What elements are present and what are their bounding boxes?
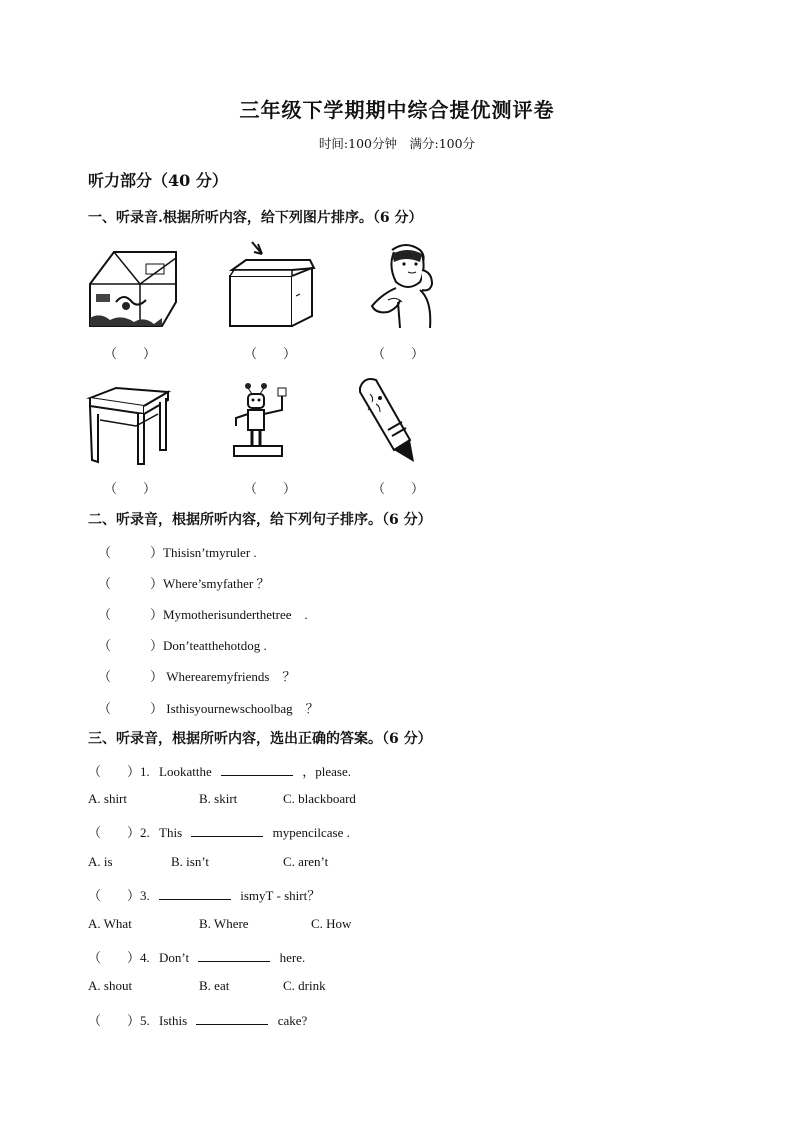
crayon-icon [354,374,420,468]
option[interactable]: C. drink [283,978,326,993]
option[interactable]: A. shout [88,978,133,993]
sentence-item [98,666,296,685]
sentence-text: Mymotherisunderthetree . [163,607,308,622]
option[interactable]: A. shirt [88,791,127,806]
sentence-text: Don’teatthehotdog . [163,638,267,653]
answer-blank[interactable] [159,888,231,900]
sentence-answer[interactable]: （ ） [98,669,164,684]
question-answer[interactable]: （ ） [88,764,141,779]
option[interactable]: B. Where [199,916,249,931]
question-2 [88,822,350,841]
sentence-answer[interactable]: （ ） [98,701,164,716]
question-number: 2. [140,825,150,840]
question-text-after: here. [279,950,306,965]
question-answer[interactable]: （ ） [88,888,141,903]
sentence-text: Isthisyournewschoolbag ？ [163,701,319,716]
question-1 [88,761,351,780]
question-text-after: cake? [277,1013,308,1028]
sentence-answer[interactable]: （ ） [98,576,164,591]
picture2-answer[interactable]: （ ） [244,346,297,361]
sentence-item [98,604,308,623]
page-title: 三年级下学期期中综合提优测评卷 [239,98,555,122]
exam-info: 时间:100分钟 满分:100分 [318,136,476,151]
section2-heading: 二、听录音，根据所听内容，给下列句子排序。（6 分） [88,512,432,528]
option[interactable]: B. eat [199,978,230,993]
answer-blank[interactable] [191,825,263,837]
question-answer[interactable]: （ ） [88,825,141,840]
picture5-answer[interactable]: （ ） [244,481,297,496]
question-3 [88,885,320,904]
man-eating-icon [364,242,448,332]
sentence-item [98,573,270,592]
option[interactable]: B. isn’t [171,854,210,869]
question-number: 1. [140,764,150,779]
sentence-answer[interactable]: （ ） [98,545,164,560]
question-number: 4. [140,950,150,965]
option[interactable]: A. What [88,916,132,931]
milk-carton-icon [86,244,182,334]
question-text-before: This [159,825,183,840]
question-text-before: Lookatthe [159,764,212,779]
question-text-before: Isthis [159,1013,188,1028]
question-4 [88,947,305,966]
desk-icon [86,384,172,472]
question-text-before: Don’t [159,950,190,965]
picture6-answer[interactable]: （ ） [372,481,425,496]
question-text-after: ismyT - shirt？ [240,888,321,903]
question-5 [88,1010,307,1029]
option[interactable]: A. is [88,854,113,869]
option[interactable]: C. aren’t [283,854,329,869]
option[interactable]: B. skirt [199,791,238,806]
listening-part-heading: 听力部分（40 分） [88,171,228,190]
box-icon [226,240,318,334]
section1-heading: 一、听录音.根据所听内容，给下列图片排序。（6 分） [88,210,423,226]
answer-blank[interactable] [196,1013,268,1025]
question-text-after: mypencilcase . [272,825,350,840]
sentence-text: Thisisn’tmyruler . [163,545,257,560]
sentence-item [98,635,267,654]
options-2 [88,854,329,870]
question-answer[interactable]: （ ） [88,950,141,965]
sentence-item [98,542,257,561]
options-3 [88,916,352,932]
sentence-text: Where’smyfather ？ [163,576,270,591]
section3-heading: 三、听录音，根据所听内容，选出正确的答案。（6 分） [88,731,432,747]
question-number: 5. [140,1013,150,1028]
question-text-after: ，please. [302,764,351,779]
option[interactable]: C. blackboard [283,791,356,806]
picture3-answer[interactable]: （ ） [372,346,425,361]
option[interactable]: C. How [311,916,352,931]
sentence-text: Wherearemyfriends ？ [163,669,296,684]
options-4 [88,978,326,994]
picture1-answer[interactable]: （ ） [104,346,157,361]
question-answer[interactable]: （ ） [88,1013,141,1028]
sentence-item [98,698,319,717]
sentence-answer[interactable]: （ ） [98,607,164,622]
options-1 [88,791,356,807]
question-number: 3. [140,888,150,903]
sentence-answer[interactable]: （ ） [98,638,164,653]
picture4-answer[interactable]: （ ） [104,481,157,496]
answer-blank[interactable] [221,764,293,776]
answer-blank[interactable] [198,950,270,962]
robot-icon [228,380,294,468]
